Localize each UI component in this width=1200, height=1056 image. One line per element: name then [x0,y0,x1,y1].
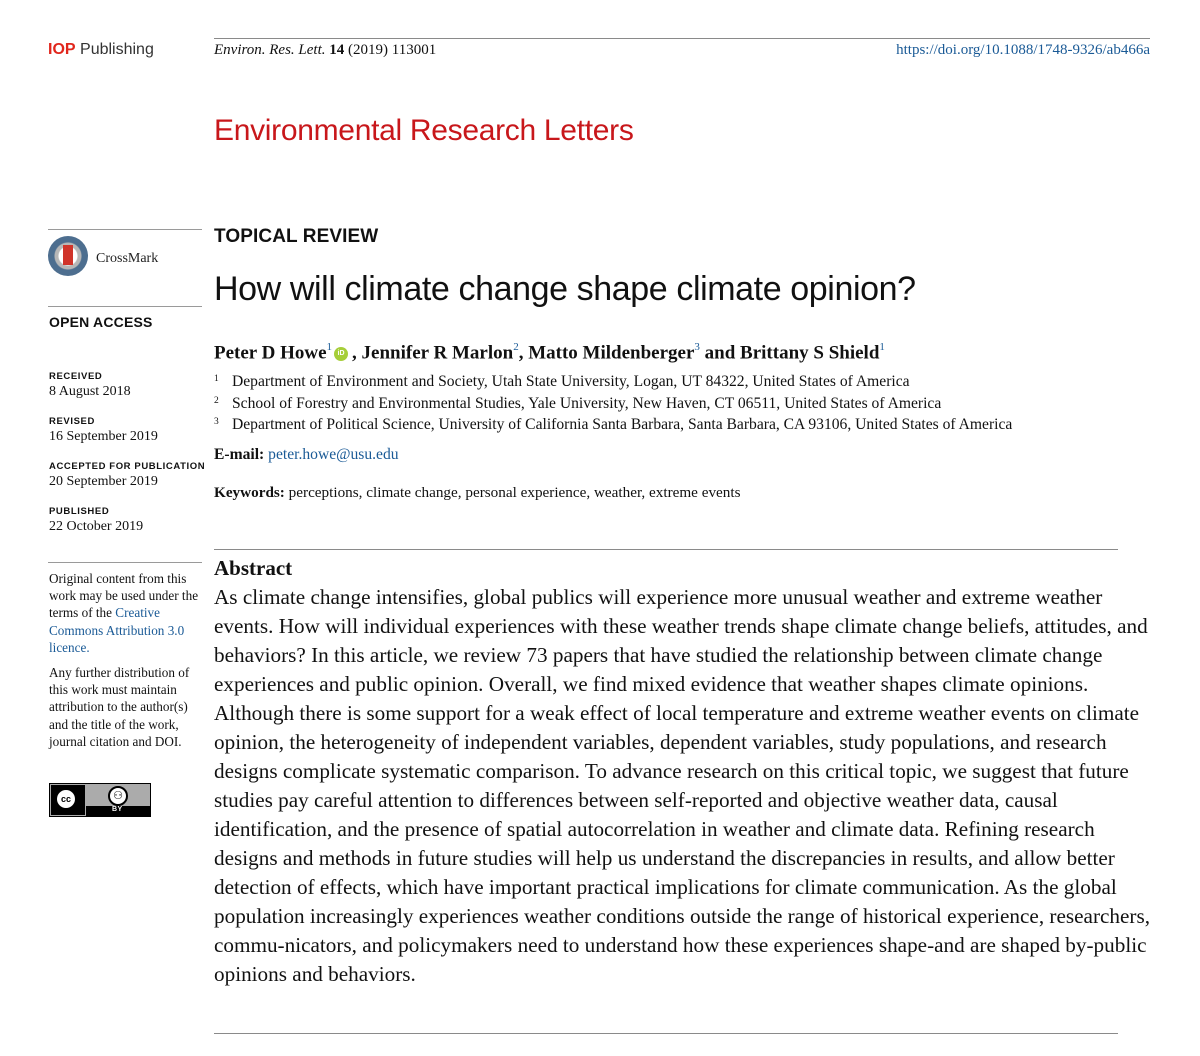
author-name: Brittany S Shield [740,342,880,364]
author-separator: , [518,342,529,364]
author-name: Peter D Howe [214,342,327,364]
open-access-label: OPEN ACCESS [49,314,153,330]
accepted-label: ACCEPTED FOR PUBLICATION [49,461,206,472]
by-label: BY [112,806,123,813]
journal-citation [214,42,436,59]
license-link[interactable]: Creative Commons Attribution 3.0 licence. [49,605,185,655]
abstract-rule [214,1033,1118,1034]
keywords [214,484,741,502]
article-type: TOPICAL REVIEW [214,226,379,247]
affiliation-number: 1 [214,374,219,384]
abstract-heading: Abstract [214,556,293,580]
abstract-rule [214,549,1118,550]
published-date: 22 October 2019 [49,519,144,534]
author-separator: , [352,342,362,364]
affiliation [214,373,910,391]
cc-by-badge[interactable] [49,783,151,817]
orcid-icon[interactable]: iD [334,347,348,361]
attribution-person-icon: ⚇ [108,786,128,806]
affiliation-text: Department of Political Science, University of California Santa Barbara, Santa Barbara, CA 93106, United States of America [232,416,1013,433]
iop-logo-text: Publishing [80,41,154,58]
keywords-label: Keywords: [214,484,285,501]
revised-label: REVISED [49,416,95,427]
header-rule [214,38,1150,39]
author-name: Jennifer R Marlon [361,342,514,364]
affiliation-number: 2 [214,396,219,406]
citation-volume: 14 [329,42,345,58]
article-title: How will climate change shape climate opinion? [214,270,916,308]
keywords-text: perceptions, climate change, personal experience, weather, extreme events [288,484,741,501]
sidebar-rule [48,562,202,563]
license-notice [49,570,207,656]
author-name: Matto Mildenberger [528,342,695,364]
crossmark-badge[interactable] [48,236,208,280]
published-label: PUBLISHED [49,506,110,517]
sidebar-rule [48,229,202,230]
iop-publishing-logo [48,41,154,59]
author-list [214,342,885,364]
affiliation-text: Department of Environment and Society, Utah State University, Logan, UT 84322, United States of America [232,373,910,390]
accepted-date: 20 September 2019 [49,474,158,489]
email-label: E-mail: [214,446,265,463]
affiliation [214,416,1012,434]
revised-date: 16 September 2019 [49,429,158,444]
journal-name: Environmental Research Letters [214,114,634,147]
citation-journal: Environ. Res. Lett. [214,42,326,58]
crossmark-label: CrossMark [96,251,159,266]
affiliation [214,395,941,413]
affiliation-number: 3 [214,417,219,427]
iop-logo-mark: IOP [48,41,76,58]
citation-year-number: (2019) 113001 [348,42,437,58]
license-text: Original content from this work may be used under the terms of the [49,571,199,621]
affiliation-text: School of Forestry and Environmental Studies, Yale University, New Haven, CT 06511, United States of America [232,395,942,412]
author-affiliation-mark: 3 [694,341,700,353]
abstract-text: As climate change intensifies, global publics will experience more unusual weather and extreme weather events. How will individual experiences with these weather trends shape climate change beliefs, attitudes, and behaviors? In this article, we review 73 papers that have studied the relationship between climate change experiences and public opinion. Overall, we find mixed evidence that weather shapes climate opinions. Although there is some support for a weak effect of local temperature and extreme weather events on climate opinion, the heterogeneity of independent variables, dependent variables, study populations, and research designs complicate systematic comparison. To advance research on this critical topic, we suggest that future studies pay careful attention to differences between self-reported and objective weather data, causal identification, and the presence of spatial autocorrelation in weather and climate data. Refining research designs and methods in future studies will help us understand the discrepancies in results, and allow better detection of effects, which have important practical implications for climate communication. As the global population increasingly experiences weather conditions outside the range of historical experience, researchers, commu-nicators, and policymakers need to understand how these experiences shape-and are shaped by-public opinions and behaviors. [214,585,1150,986]
cc-icon: cc [55,788,77,810]
doi-link[interactable]: https://doi.org/10.1088/1748-9326/ab466a [896,42,1150,58]
crossmark-bookmark-icon [63,245,73,265]
corresponding-email [214,446,399,464]
author-affiliation-mark: 2 [513,341,519,353]
distribution-notice: Any further distribution of this work must maintain attribution to the author(s) and the title of the work, journal citation and DOI. [49,665,190,749]
author-affiliation-mark: 1 [326,341,333,353]
received-date: 8 August 2018 [49,384,131,399]
author-affiliation-mark: 1 [879,341,885,353]
author-separator: and [699,342,741,364]
email-link[interactable]: peter.howe@usu.edu [268,446,399,463]
received-label: RECEIVED [49,371,103,382]
sidebar-rule [48,306,202,307]
